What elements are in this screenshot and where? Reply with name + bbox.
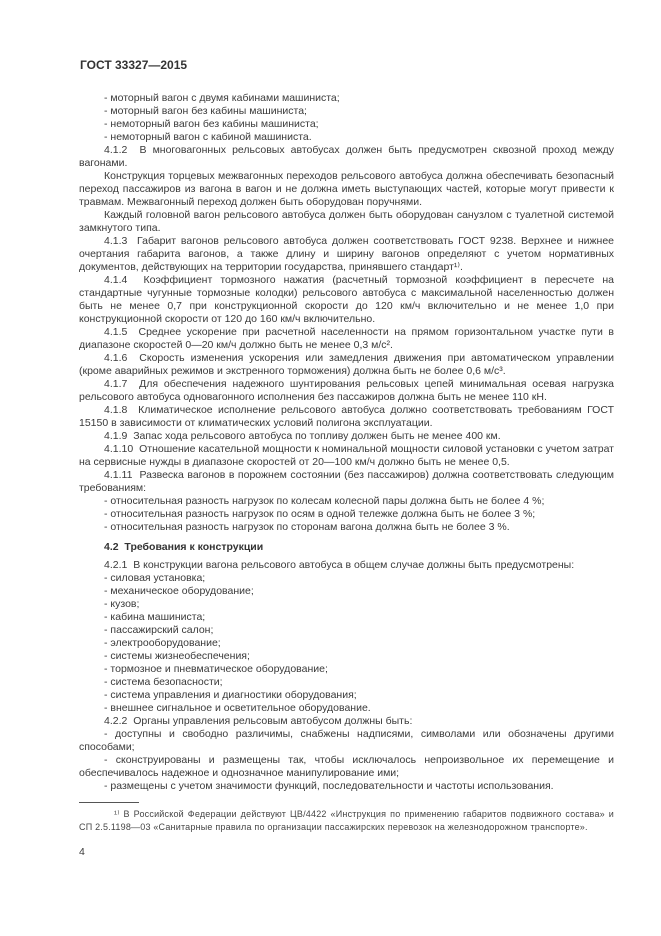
document-header: ГОСТ 33327—2015	[80, 58, 188, 72]
body-paragraph: 4.1.3 Габарит вагонов рельсового автобуса должен соответствовать ГОСТ 9238. Верхнее и нижнее очертания габарита вагонов, а также длину и ширину вагонов определяют с учетом нормативных документов, действующих на территории государства, принявшего стандарт¹⁾.	[79, 235, 614, 273]
list-item: - силовая установка;	[104, 572, 206, 584]
list-item: - кабина машиниста;	[104, 611, 206, 623]
list-item: - размещены с учетом значимости функций, последовательности и частоты использования.	[104, 780, 554, 792]
list-item: - немоторный вагон без кабины машиниста;	[104, 118, 319, 130]
list-item: - кузов;	[104, 598, 140, 610]
document-body	[79, 92, 614, 793]
list-item: - доступны и свободно различимы, снабжены надписями, символами или обозначены другими способами;	[79, 728, 614, 753]
body-paragraph: Каждый головной вагон рельсового автобуса должен быть оборудован санузлом с туалетной системой замкнутого типа.	[79, 209, 614, 234]
body-paragraph: Конструкция торцевых межвагонных переходов рельсового автобуса должна обеспечивать безопасный переход пассажиров из вагона в вагон и не должна иметь выступающих частей, которые могут привести к травмам. Межвагонный переход должен быть оборудован поручнями.	[79, 170, 614, 208]
body-paragraph: 4.2.2 Органы управления рельсовым автобусом должны быть:	[104, 715, 413, 727]
body-paragraph: 4.1.4 Коэффициент тормозного нажатия (расчетный тормозной коэффициент в пересчете на стандартные чугунные тормозные колодки) рельсового автобуса с максимальной населенностью должен быть не менее 0,7 при конструкционной скорости до 120 км/ч включительно и не менее 1,0 при конструкционной скорости от 120 до 160 км/ч включительно.	[79, 274, 614, 325]
body-paragraph: 4.1.11 Развеска вагонов в порожнем состоянии (без пассажиров) должна соответствовать следующим требованиям:	[79, 469, 614, 494]
footnote-text: ¹⁾ В Российской Федерации действуют ЦВ/4422 «Инструкция по применению габаритов подвижного состава» и СП 2.5.1198—03 «Санитарные правила по организации пассажирских перевозок на железнодорожном транспорте».	[79, 809, 614, 832]
list-item: - немоторный вагон с кабиной машиниста.	[104, 131, 312, 143]
list-item: - моторный вагон без кабины машиниста;	[104, 105, 307, 117]
list-item: - относительная разность нагрузок по осям в одной тележке должна быть не более 3 %;	[104, 508, 536, 520]
list-item: - системы жизнеобеспечения;	[104, 650, 250, 662]
body-paragraph: 4.1.2 В многовагонных рельсовых автобусах должен быть предусмотрен сквозной проход между вагонами.	[79, 144, 614, 169]
list-item: - пассажирский салон;	[104, 624, 214, 636]
list-item: - моторный вагон с двумя кабинами машиниста;	[104, 92, 340, 104]
list-item: - тормозное и пневматическое оборудование;	[104, 663, 328, 675]
list-item: - относительная разность нагрузок по колесам колесной пары должна быть не более 4 %;	[104, 495, 545, 507]
list-item: - электрооборудование;	[104, 637, 221, 649]
body-paragraph: 4.1.5 Среднее ускорение при расчетной населенности на прямом горизонтальном участке пути в диапазоне скоростей 0—20 км/ч должно быть не менее 0,3 м/с².	[79, 326, 614, 351]
footnote-section	[79, 802, 614, 833]
list-item: - система управления и диагностики оборудования;	[104, 689, 357, 701]
body-paragraph: 4.1.8 Климатическое исполнение рельсового автобуса должно соответствовать требованиям ГОСТ 15150 в зависимости от климатических условий полигона эксплуатации.	[79, 404, 614, 429]
body-paragraph: 4.1.7 Для обеспечения надежного шунтирования рельсовых цепей минимальная осевая нагрузка рельсового автобуса одновагонного исполнения без пассажиров должна быть не менее 110 кН.	[79, 378, 614, 403]
body-paragraph: 4.1.9 Запас хода рельсового автобуса по топливу должен быть не менее 400 км.	[104, 430, 501, 442]
body-paragraph: 4.1.10 Отношение касательной мощности к номинальной мощности силовой установки с учетом затрат на сервисные нужды в диапазоне скоростей от 20—100 км/ч должно быть не менее 0,5.	[79, 443, 614, 468]
list-item: - относительная разность нагрузок по сторонам вагона должна быть не более 3 %.	[104, 521, 510, 533]
body-paragraph: 4.1.6 Скорость изменения ускорения или замедления движения при автоматическом управлении (кроме аварийных режимов и экстренного торможения) должна быть не более 0,6 м/с³.	[79, 352, 614, 377]
list-item: - механическое оборудование;	[104, 585, 254, 597]
footnote-rule	[79, 802, 139, 803]
list-item: - внешнее сигнальное и осветительное оборудование.	[104, 702, 371, 714]
list-item: - сконструированы и размещены так, чтобы исключалось непроизвольное их перемещение и обеспечивалось надежное и однозначное манипулирование ими;	[79, 754, 614, 779]
body-paragraph: 4.2.1 В конструкции вагона рельсового автобуса в общем случае должны быть предусмотрены:	[104, 559, 575, 571]
section-heading: 4.2 Требования к конструкции	[104, 541, 264, 553]
list-item: - система безопасности;	[104, 676, 223, 688]
page-number: 4	[79, 846, 85, 858]
